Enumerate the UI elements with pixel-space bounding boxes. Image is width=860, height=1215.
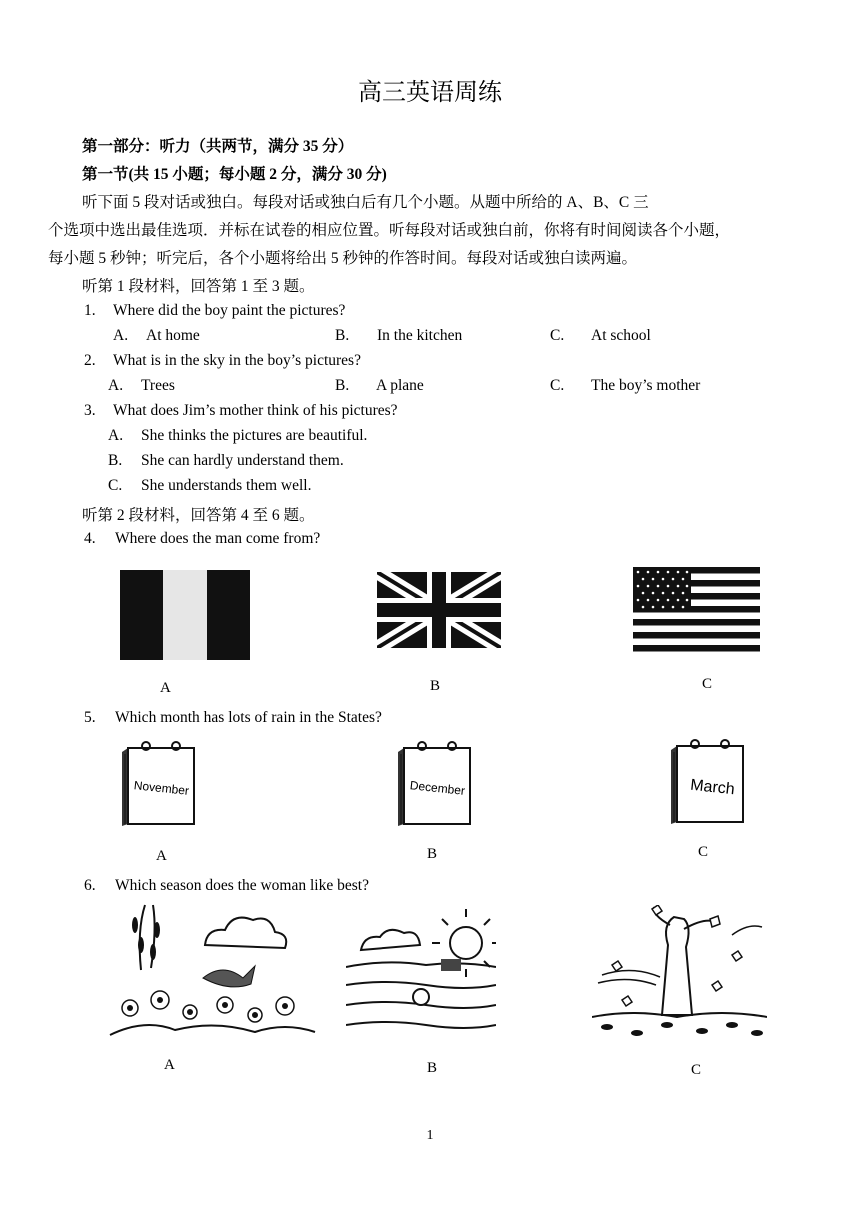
figure-label: A xyxy=(160,680,171,696)
option-letter: B. xyxy=(108,452,123,469)
option-letter: A. xyxy=(108,377,124,394)
option-letter: C. xyxy=(550,377,565,394)
figure-label: C xyxy=(698,844,709,860)
material-heading: 听第 2 段材料，回答第 4 至 6 题。 xyxy=(82,507,315,524)
figure-label: C xyxy=(691,1062,702,1078)
autumn-scene-image xyxy=(592,905,767,1040)
option-letter: C. xyxy=(108,477,123,494)
option-text: She thinks the pictures are beautiful. xyxy=(141,427,368,444)
question-text: What is in the sky in the boy’s pictures? xyxy=(113,352,361,369)
figure-label: B xyxy=(427,846,438,862)
figure-label: A xyxy=(156,848,167,864)
option-text: Trees xyxy=(141,377,175,394)
page-title: 高三英语周练 xyxy=(358,80,502,106)
question-text: Where does the man come from? xyxy=(115,530,321,547)
option-letter: C. xyxy=(550,327,565,344)
option-letter: A. xyxy=(108,427,124,444)
question-number: 3. xyxy=(84,402,96,419)
question-text: Which month has lots of rain in the States? xyxy=(115,709,382,726)
part1-heading: 第一部分：听力（共两节，满分 35 分） xyxy=(82,138,354,155)
calendar-month-label: November xyxy=(133,778,190,798)
section1-heading: 第一节(共 15 小题；每小题 2 分，满分 30 分) xyxy=(82,166,387,183)
option-text: In the kitchen xyxy=(377,327,463,344)
instruction-line: 个选项中选出最佳选项．并标在试卷的相应位置。听每段对话或独白前，你将有时间阅读各个小题， xyxy=(48,222,731,239)
question-text: Which season does the woman like best? xyxy=(115,877,369,894)
material-heading: 听第 1 段材料，回答第 1 至 3 题。 xyxy=(82,278,315,295)
option-letter: A. xyxy=(113,327,129,344)
question-number: 6. xyxy=(84,877,96,894)
option-letter: B. xyxy=(335,377,350,394)
us-flag-image xyxy=(633,567,760,652)
option-text: She understands them well. xyxy=(141,477,312,494)
question-text: What does Jim’s mother think of his pictures? xyxy=(113,402,398,419)
option-letter: B. xyxy=(335,327,350,344)
page-number: 1 xyxy=(426,1128,434,1143)
calendar-month-label: March xyxy=(689,776,736,799)
option-text: At school xyxy=(591,327,651,344)
question-number: 4. xyxy=(84,530,96,547)
option-text: A plane xyxy=(376,377,424,394)
question-number: 1. xyxy=(84,302,96,319)
figure-label: B xyxy=(427,1060,438,1076)
option-text: She can hardly understand them. xyxy=(141,452,344,469)
calendar-image xyxy=(118,740,198,828)
flag-tricolor-image xyxy=(120,570,250,660)
calendar-image xyxy=(667,738,747,826)
figure-label: B xyxy=(430,678,441,694)
instruction-line: 听下面 5 段对话或独白。每段对话或独白后有几个小题。从题中所给的 A、B、C 三 xyxy=(82,194,649,211)
calendar-month-label: December xyxy=(409,778,466,798)
figure-label: C xyxy=(702,676,713,692)
union-jack-flag-image xyxy=(377,572,501,648)
spring-scene-image xyxy=(105,900,320,1040)
question-text: Where did the boy paint the pictures? xyxy=(113,302,346,319)
summer-scene-image xyxy=(346,905,496,1040)
figure-label: A xyxy=(164,1057,175,1073)
instruction-line: 每小题 5 秒钟；听完后，各个小题将给出 5 秒钟的作答时间。每段对话或独白读两遍。 xyxy=(48,250,638,267)
calendar-image xyxy=(394,740,474,828)
option-text: The boy’s mother xyxy=(591,377,701,394)
question-number: 5. xyxy=(84,709,96,726)
question-number: 2. xyxy=(84,352,96,369)
option-text: At home xyxy=(146,327,200,344)
